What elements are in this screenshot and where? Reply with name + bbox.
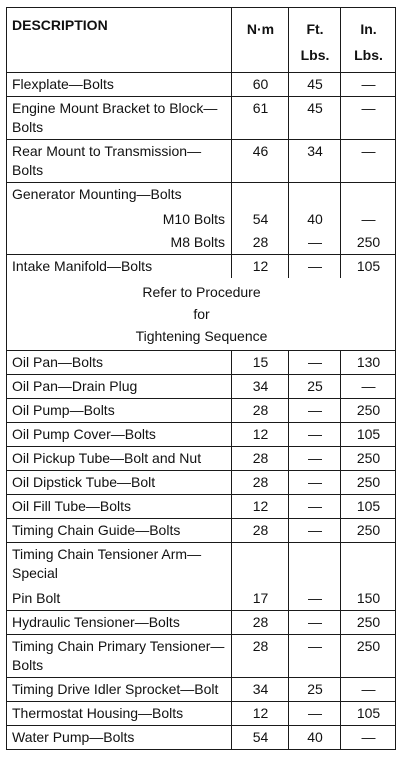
subrow-label: M10 Bolts — [7, 208, 232, 231]
row-ft: — — [289, 519, 341, 543]
subrow-label: M8 Bolts — [7, 231, 232, 255]
row-label: Rear Mount to Transmission—Bolts — [7, 140, 232, 183]
row-nm — [232, 543, 289, 588]
table-row — [7, 447, 396, 471]
row-nm: 61 — [232, 97, 289, 140]
row-in: 105 — [341, 495, 396, 519]
table-row — [7, 635, 396, 678]
row-in: 250 — [341, 635, 396, 678]
table-row — [7, 97, 396, 140]
row-ft — [289, 183, 341, 209]
row-nm: 12 — [232, 702, 289, 726]
row-ft: — — [289, 231, 341, 255]
header-ft-line2: Lbs. — [300, 47, 330, 63]
row-nm: 17 — [232, 587, 289, 611]
row-label: Generator Mounting—Bolts — [7, 183, 232, 209]
row-label: Hydraulic Tensioner—Bolts — [7, 611, 232, 635]
row-label: Oil Pickup Tube—Bolt and Nut — [7, 447, 232, 471]
row-nm: 12 — [232, 423, 289, 447]
row-ft: 34 — [289, 140, 341, 183]
row-nm: 28 — [232, 447, 289, 471]
row-in: — — [341, 140, 396, 183]
note-line: Tightening Sequence — [135, 328, 268, 344]
row-ft: 40 — [289, 208, 341, 231]
row-ft — [289, 543, 341, 588]
row-label: Oil Pan—Drain Plug — [7, 375, 232, 399]
row-label: Water Pump—Bolts — [7, 726, 232, 750]
row-nm: 15 — [232, 351, 289, 375]
row-nm: 34 — [232, 375, 289, 399]
table-row — [7, 678, 396, 702]
row-nm — [232, 183, 289, 209]
row-label: Engine Mount Bracket to Block—Bolts — [7, 97, 232, 140]
table-subrow — [7, 208, 396, 231]
header-nm: N·m — [232, 8, 289, 73]
row-ft: — — [289, 587, 341, 611]
table-row — [7, 471, 396, 495]
header-in-line1: In. — [360, 21, 377, 37]
row-ft: — — [289, 702, 341, 726]
row-label: Timing Chain Tensioner Arm—Special — [7, 543, 232, 588]
row-ft: — — [289, 423, 341, 447]
row-label: Oil Pump—Bolts — [7, 399, 232, 423]
table-row — [7, 543, 396, 588]
header-ft-line1: Ft. — [306, 21, 324, 37]
row-nm: 34 — [232, 678, 289, 702]
row-ft: 40 — [289, 726, 341, 750]
row-in: — — [341, 726, 396, 750]
row-ft: — — [289, 399, 341, 423]
row-nm: 28 — [232, 471, 289, 495]
row-nm: 54 — [232, 726, 289, 750]
table-row — [7, 702, 396, 726]
row-nm: 28 — [232, 399, 289, 423]
row-in: 250 — [341, 611, 396, 635]
table-row — [7, 399, 396, 423]
table-row — [7, 611, 396, 635]
row-ft: — — [289, 495, 341, 519]
header-row — [7, 8, 396, 73]
row-nm: 54 — [232, 208, 289, 231]
header-in-line2: Lbs. — [354, 47, 383, 63]
table-subrow — [7, 231, 396, 255]
row-ft: 45 — [289, 97, 341, 140]
row-label: Flexplate—Bolts — [7, 73, 232, 97]
table-row — [7, 140, 396, 183]
row-in: — — [341, 208, 396, 231]
row-nm: 28 — [232, 635, 289, 678]
row-in: 150 — [341, 587, 396, 611]
row-in: — — [341, 73, 396, 97]
row-in: — — [341, 375, 396, 399]
row-in: 105 — [341, 255, 396, 279]
note-line: Refer to Procedure — [142, 284, 261, 300]
row-ft: 25 — [289, 375, 341, 399]
row-ft: — — [289, 447, 341, 471]
table-row — [7, 255, 396, 279]
row-ft: — — [289, 635, 341, 678]
row-label: Oil Pump Cover—Bolts — [7, 423, 232, 447]
row-ft: — — [289, 351, 341, 375]
row-ft: — — [289, 255, 341, 279]
row-nm: 46 — [232, 140, 289, 183]
row-nm: 60 — [232, 73, 289, 97]
row-label: Oil Dipstick Tube—Bolt — [7, 471, 232, 495]
table-row — [7, 519, 396, 543]
row-in: — — [341, 97, 396, 140]
table-row — [7, 726, 396, 750]
row-in: 250 — [341, 399, 396, 423]
row-label: Timing Chain Primary Tensioner—Bolts — [7, 635, 232, 678]
row-ft: — — [289, 471, 341, 495]
table-row — [7, 73, 396, 97]
row-in: 250 — [341, 231, 396, 255]
row-label: Timing Chain Guide—Bolts — [7, 519, 232, 543]
note-line: for — [193, 306, 210, 322]
table-subrow — [7, 587, 396, 611]
intake-note — [7, 278, 396, 351]
row-label: Thermostat Housing—Bolts — [7, 702, 232, 726]
table-row — [7, 423, 396, 447]
row-in: 105 — [341, 423, 396, 447]
torque-spec-table — [6, 7, 396, 750]
row-label: Oil Pan—Bolts — [7, 351, 232, 375]
row-label: Intake Manifold—Bolts — [7, 255, 232, 279]
row-in: 250 — [341, 519, 396, 543]
table-row — [7, 351, 396, 375]
row-in — [341, 543, 396, 588]
row-ft: — — [289, 611, 341, 635]
row-nm: 28 — [232, 611, 289, 635]
table-row — [7, 183, 396, 209]
row-label: Timing Drive Idler Sprocket—Bolt — [7, 678, 232, 702]
row-in: 130 — [341, 351, 396, 375]
row-nm: 28 — [232, 231, 289, 255]
table-row — [7, 495, 396, 519]
subrow-label: Pin Bolt — [7, 587, 232, 611]
header-ft-lbs — [289, 8, 341, 73]
row-nm: 12 — [232, 495, 289, 519]
header-in-lbs — [341, 8, 396, 73]
header-description: DESCRIPTION — [7, 8, 232, 73]
table-row — [7, 375, 396, 399]
row-in: 105 — [341, 702, 396, 726]
row-in: — — [341, 678, 396, 702]
row-in: 250 — [341, 471, 396, 495]
row-ft: 25 — [289, 678, 341, 702]
table-note-row — [7, 278, 396, 351]
row-label: Oil Fill Tube—Bolts — [7, 495, 232, 519]
row-nm: 12 — [232, 255, 289, 279]
row-ft: 45 — [289, 73, 341, 97]
row-in — [341, 183, 396, 209]
row-in: 250 — [341, 447, 396, 471]
row-nm: 28 — [232, 519, 289, 543]
